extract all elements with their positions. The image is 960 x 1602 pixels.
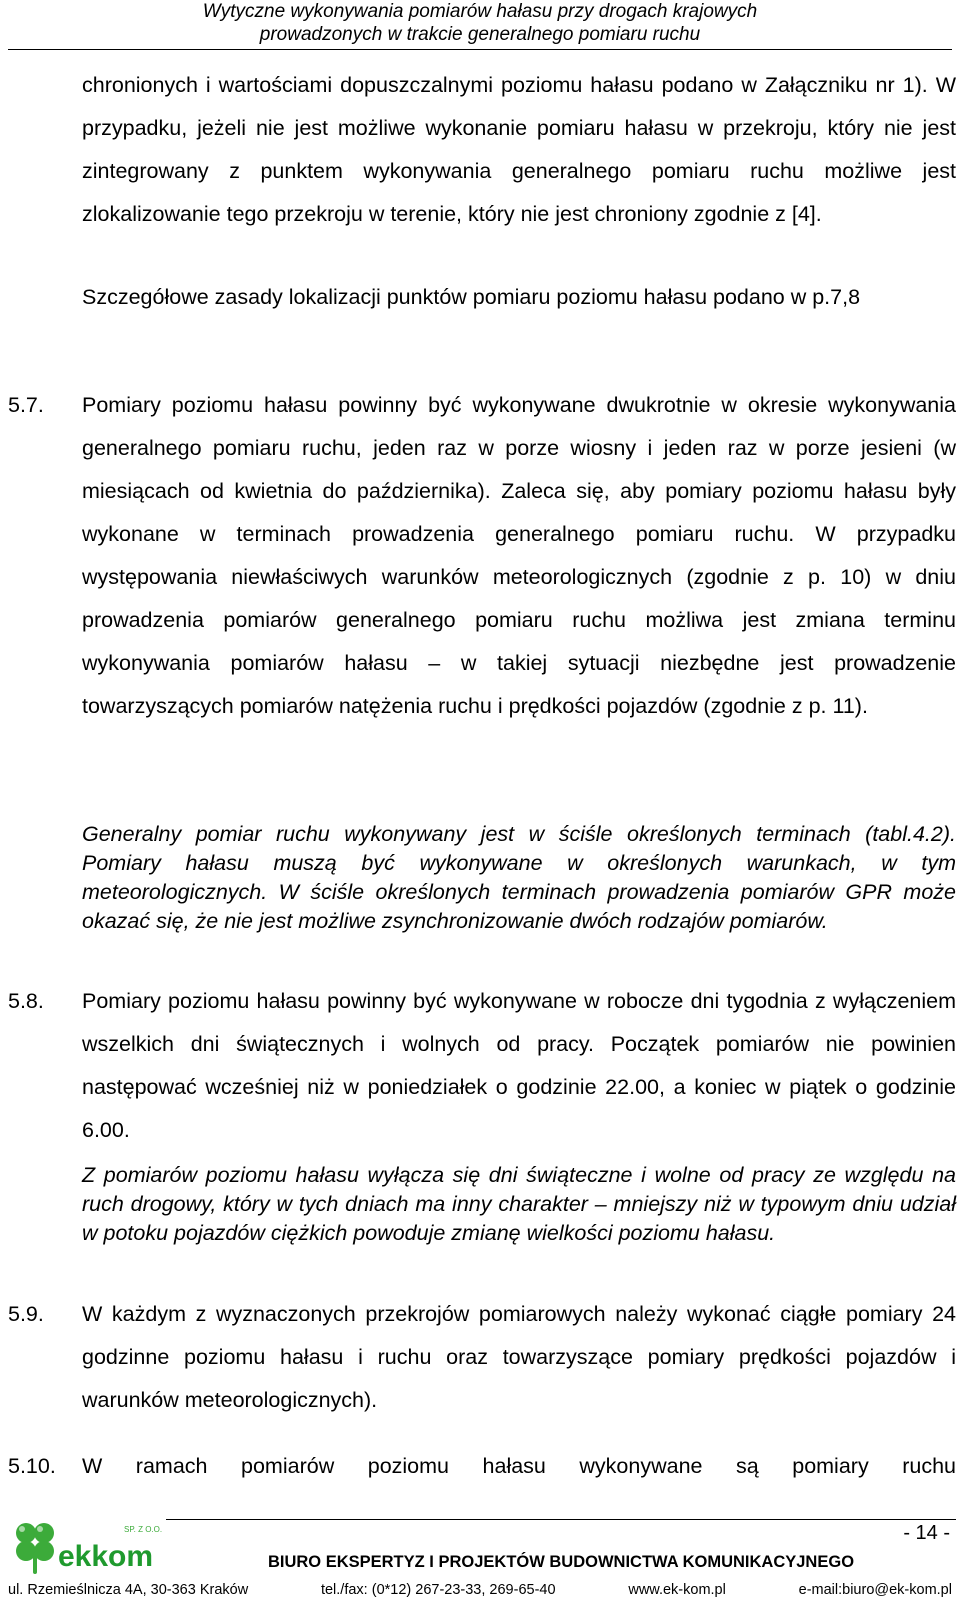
intro-paragraph: chronionych i wartościami dopuszczalnymi poziomu hałasu podano w Załączniku nr 1). W przypadku, jeżeli nie jest możliwe wykonanie pomiaru hałasu w przekroju, który nie jest zintegrowany z punktem wykonywania generalnego pomiaru ruchu możliwe jest zlokalizowanie tego przekroju w terenie, który nie jest chroniony zgodnie z [4].	[82, 73, 956, 226]
footer-phone: tel./fax: (0*12) 267-23-33, 269-65-40	[320, 1582, 556, 1598]
header-title-line2: prowadzonych w trakcie generalnego pomiaru ruchu	[259, 24, 701, 45]
logo-wordmark: ekkom	[58, 1540, 154, 1573]
section-5-10-text: W ramach pomiarów poziomu hałasu wykonywane są pomiary ruchu	[82, 1454, 956, 1478]
section-5-9-text: W każdym z wyznaczonych przekrojów pomiarowych należy wykonać ciągłe pomiary 24 godzinne poziomu hałasu i ruchu oraz towarzyszące pomiary prędkości pojazdów i warunków meteorologicznych).	[82, 1302, 956, 1412]
footer-divider	[166, 1519, 956, 1520]
company-name: BIURO EKSPERTYZ I PROJEKTÓW BUDOWNICTWA KOMUNIKACYJNEGO	[267, 1553, 855, 1571]
footer-address: ul. Rzemieślnicza 4A, 30-363 Kraków	[8, 1582, 249, 1598]
footer-contacts	[8, 1582, 952, 1598]
logo-suffix: SP. Z O.O.	[124, 1525, 163, 1534]
header-title-line1: Wytyczne wykonywania pomiarów hałasu przy drogach krajowych	[202, 1, 758, 22]
section-5-8-text: Pomiary poziomu hałasu powinny być wykonywane w robocze dni tygodnia z wyłączeniem wszelkich dni świątecznych i wolnych od pracy. Początek pomiarów nie powinien następować wcześniej niż w poniedziałek o godzinie 22.00, a koniec w piątek o godzinie 6.00.	[82, 989, 956, 1142]
footer-email[interactable]: e-mail:biuro@ek-kom.pl	[798, 1582, 952, 1598]
intro-paragraph-2: Szczegółowe zasady lokalizacji punktów pomiaru poziomu hałasu podano w p.7,8	[82, 285, 861, 309]
section-number-5-10: 5.10.	[8, 1454, 56, 1478]
company-logo	[6, 1520, 166, 1578]
page-header	[0, 0, 960, 46]
section-5-7-text: Pomiary poziomu hałasu powinny być wykonywane dwukrotnie w okresie wykonywania generalnego pomiaru ruchu, jeden raz w porze wiosny i jeden raz w porze jesieni (w miesiącach od kwietnia do października). Zaleca się, aby pomiary poziomu hałasu były wykonane w terminach prowadzenia generalnego pomiaru ruchu. W przypadku występowania niewłaściwych warunków meteorologicznych (zgodnie z p. 10) w dniu prowadzenia pomiarów generalnego pomiaru ruchu możliwa jest zmiana terminu wykonywania pomiarów hałasu – w takiej sytuacji niezbędne jest prowadzenie towarzyszących pomiarów natężenia ruchu i prędkości pojazdów (zgodnie z p. 11).	[82, 393, 956, 718]
footer-website[interactable]: www.ek-kom.pl	[628, 1582, 726, 1598]
section-number-5-7: 5.7.	[8, 393, 44, 417]
header-divider	[8, 49, 952, 50]
clover-logo-icon	[6, 1520, 166, 1578]
section-5-8-note: Z pomiarów poziomu hałasu wyłącza się dni świąteczne i wolne od pracy ze względu na ruch drogowy, który w tych dniach ma inny charakter – mniejszy niż w typowym dniu udział w potoku pojazdów ciężkich powoduje zmianę wielkości poziomu hałasu.	[82, 1163, 956, 1245]
section-5-7-note: Generalny pomiar ruchu wykonywany jest w ściśle określonych terminach (tabl.4.2). Pomiary hałasu muszą być wykonywane w określonych warunkach, w tym meteorologicznych. W ściśle określonych terminach prowadzenia pomiarów GPR może okazać się, że nie jest możliwe zsynchronizowanie dwóch rodzajów pomiarów.	[82, 822, 956, 933]
section-number-5-8: 5.8.	[8, 989, 44, 1013]
section-number-5-9: 5.9.	[8, 1302, 44, 1326]
page-number: - 14 -	[903, 1522, 950, 1544]
